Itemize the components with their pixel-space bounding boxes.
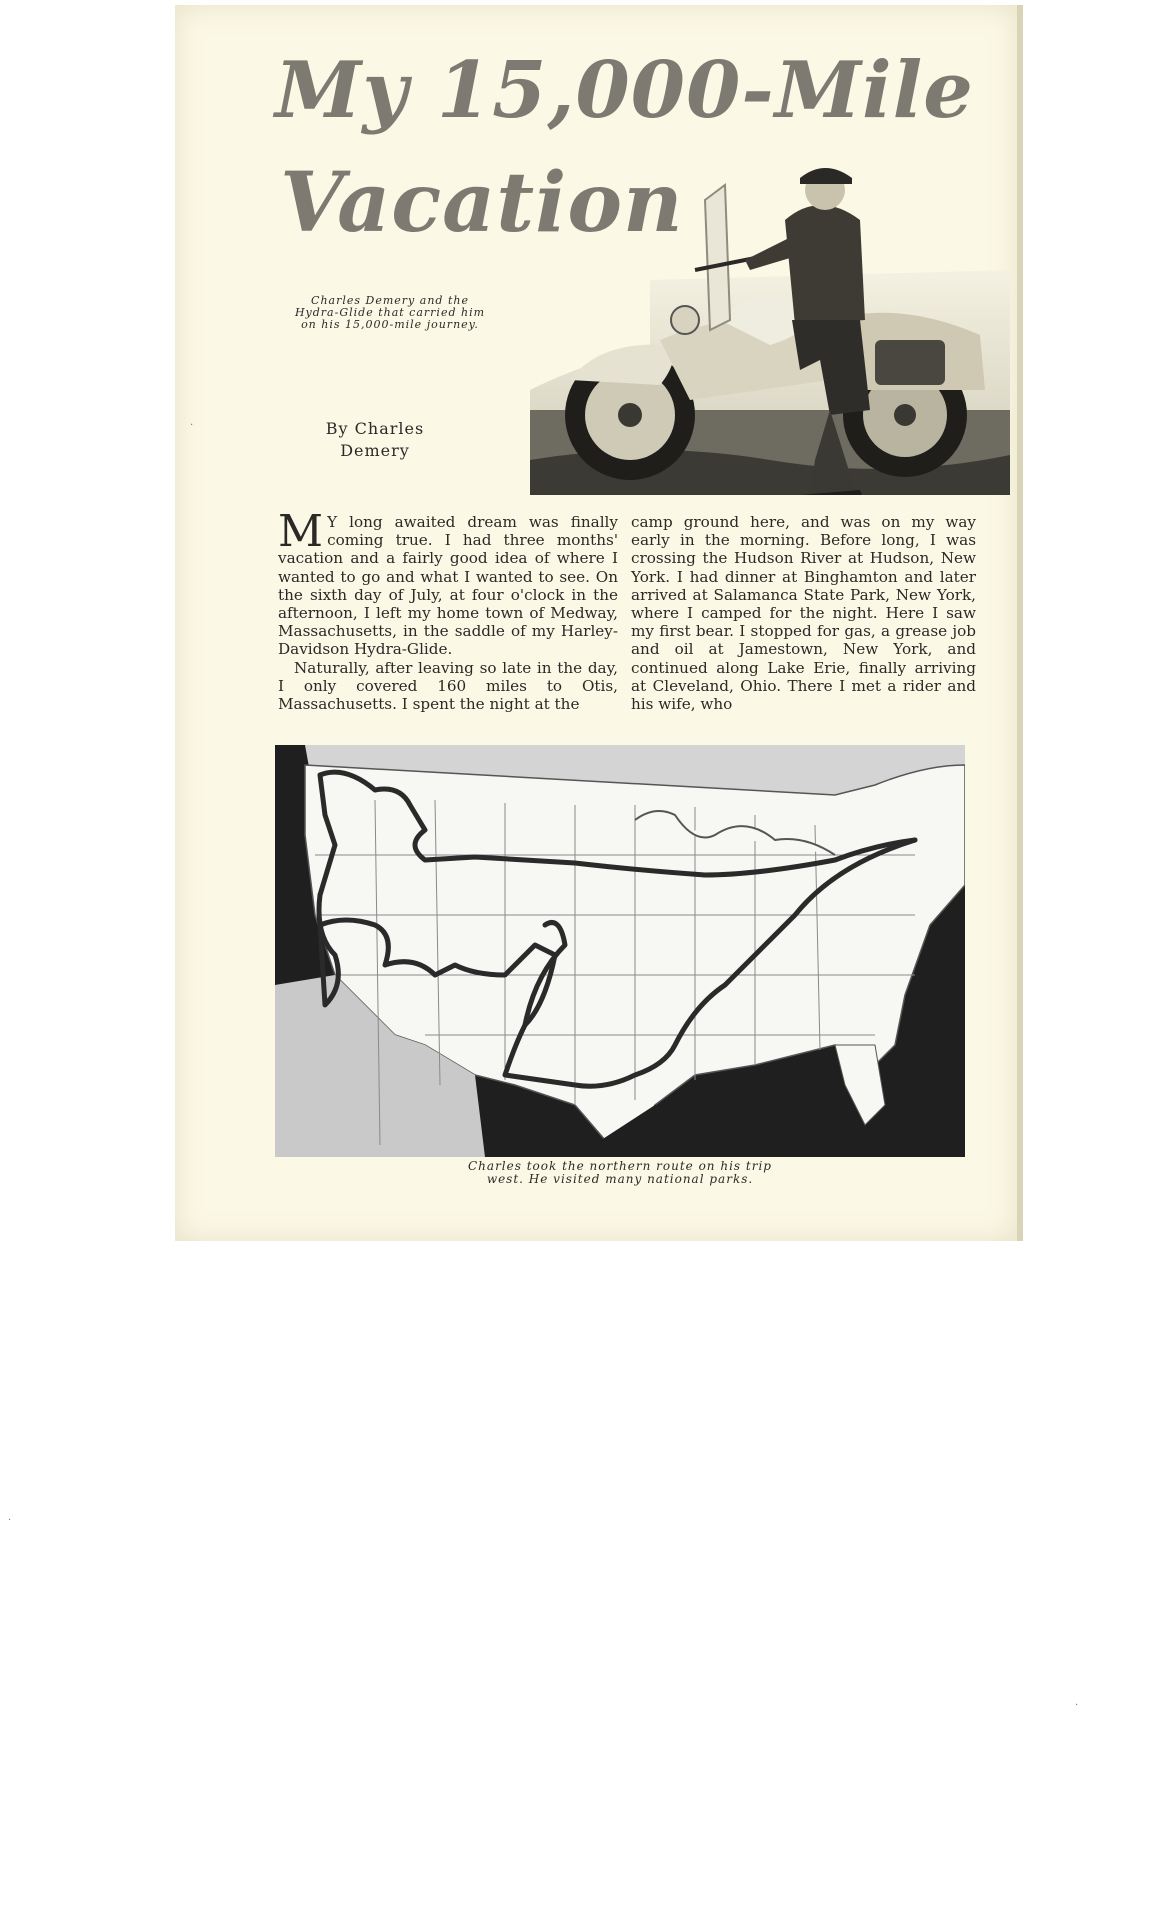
scan-speck: · (190, 420, 194, 431)
article-column-2 (631, 513, 976, 713)
paragraph-1-text: Y long awaited dream was finally coming true. I had three months' vacation and a fairly good idea of where I wanted to go and what I wanted to see. On the sixth day of July, at four o'clock in the afternoon, I left my home town of Medway, Massachusetts, in the saddle of my Harley-Davidson Hydra-Glide. (278, 513, 618, 659)
paragraph-2: Naturally, after leaving so late in the day, I only covered 160 miles to Otis, Massachusetts. I spent the night at the (278, 658, 618, 714)
paragraph-3: camp ground here, and was on my way early in the morning. Before long, I was crossing the Hudson River at Hudson, New York. I had dinner at Binghamton and later arrived at Salamanca State Park, New York, where I camped for the night. Here I saw my first bear. I stopped for gas, a grease job and oil at Jamestown, New York, and continued along Lake Erie, finally arriving at Cleveland, Ohio. There I met a rider and his wife, who (631, 513, 976, 714)
route-map (275, 745, 965, 1157)
byline-line1: By Charles (325, 419, 425, 438)
map-caption: Charles took the northern route on his trip west. He visited many national parks. (468, 1159, 772, 1186)
byline-line2: Demery (340, 441, 410, 460)
photo-caption: Charles Demery and the Hydra-Glide that carried him on his 15,000-mile journey. (294, 294, 486, 331)
article-title-line1: My 15,000-Mile (275, 45, 974, 136)
magazine-page (175, 5, 1017, 1241)
article-title-line2: Vacation (280, 155, 684, 251)
article-column-1 (278, 506, 618, 714)
drop-cap: M (278, 506, 324, 557)
page-edge (1017, 5, 1023, 1241)
motorcycle-photo (530, 160, 1010, 495)
byline (320, 418, 430, 462)
scan-speck: · (8, 1515, 12, 1526)
scan-speck: · (1075, 1700, 1079, 1711)
